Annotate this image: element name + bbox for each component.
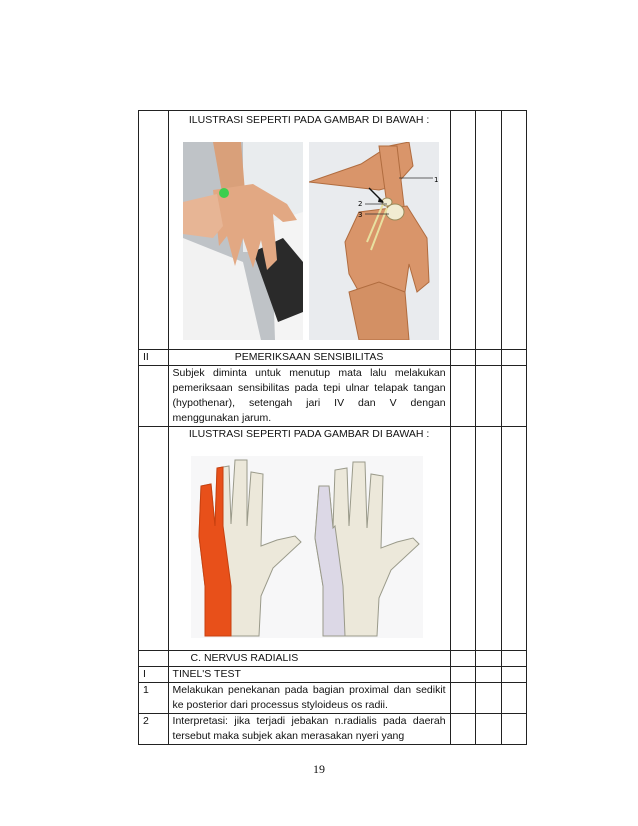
hand-sensory-map-image xyxy=(191,456,423,638)
row-number: I xyxy=(139,667,169,683)
illustration-caption: ILUSTRASI SEPERTI PADA GAMBAR DI BAWAH : xyxy=(188,114,430,126)
wrist-palpation-photo xyxy=(183,142,303,340)
anatomy-label: 3 xyxy=(357,211,362,219)
anatomy-label: 2 xyxy=(357,200,362,208)
hand-sensibility-figure xyxy=(173,442,446,647)
test-title: TINEL'S TEST xyxy=(168,667,450,683)
procedure-text: Melakukan penekanan pada bagian proximal dan sedikit ke posterior dari processus styloideus os radii. xyxy=(168,683,450,714)
section-title: C. NERVUS RADIALIS xyxy=(168,651,450,667)
anatomy-label: 1 xyxy=(433,176,438,184)
wrist-figure xyxy=(173,128,446,343)
row-number: 2 xyxy=(139,714,169,745)
examination-form-table xyxy=(138,110,527,745)
table-row xyxy=(139,350,527,366)
table-row xyxy=(139,427,527,651)
table-row xyxy=(139,111,527,350)
table-row xyxy=(139,366,527,427)
table-row xyxy=(139,651,527,667)
table-row xyxy=(139,667,527,683)
procedure-text: Subjek diminta untuk menutup mata lalu melakukan pemeriksaan sensibilitas pada tepi ulnar telapak tangan (hypothenar), setengah jari IV dan V dengan menggunakan jarum. xyxy=(168,366,450,427)
table-row xyxy=(139,714,527,745)
wrist-anatomy-illustration xyxy=(309,142,439,340)
page-number: 19 xyxy=(313,762,325,776)
row-number: 1 xyxy=(139,683,169,714)
row-number: II xyxy=(139,350,169,366)
section-title: PEMERIKSAAN SENSIBILITAS xyxy=(168,350,450,366)
illustration-caption: ILUSTRASI SEPERTI PADA GAMBAR DI BAWAH : xyxy=(188,428,430,440)
procedure-text: Interpretasi: jika terjadi jebakan n.radialis pada daerah tersebut maka subjek akan merasakan nyeri yang xyxy=(168,714,450,745)
table-row xyxy=(139,683,527,714)
